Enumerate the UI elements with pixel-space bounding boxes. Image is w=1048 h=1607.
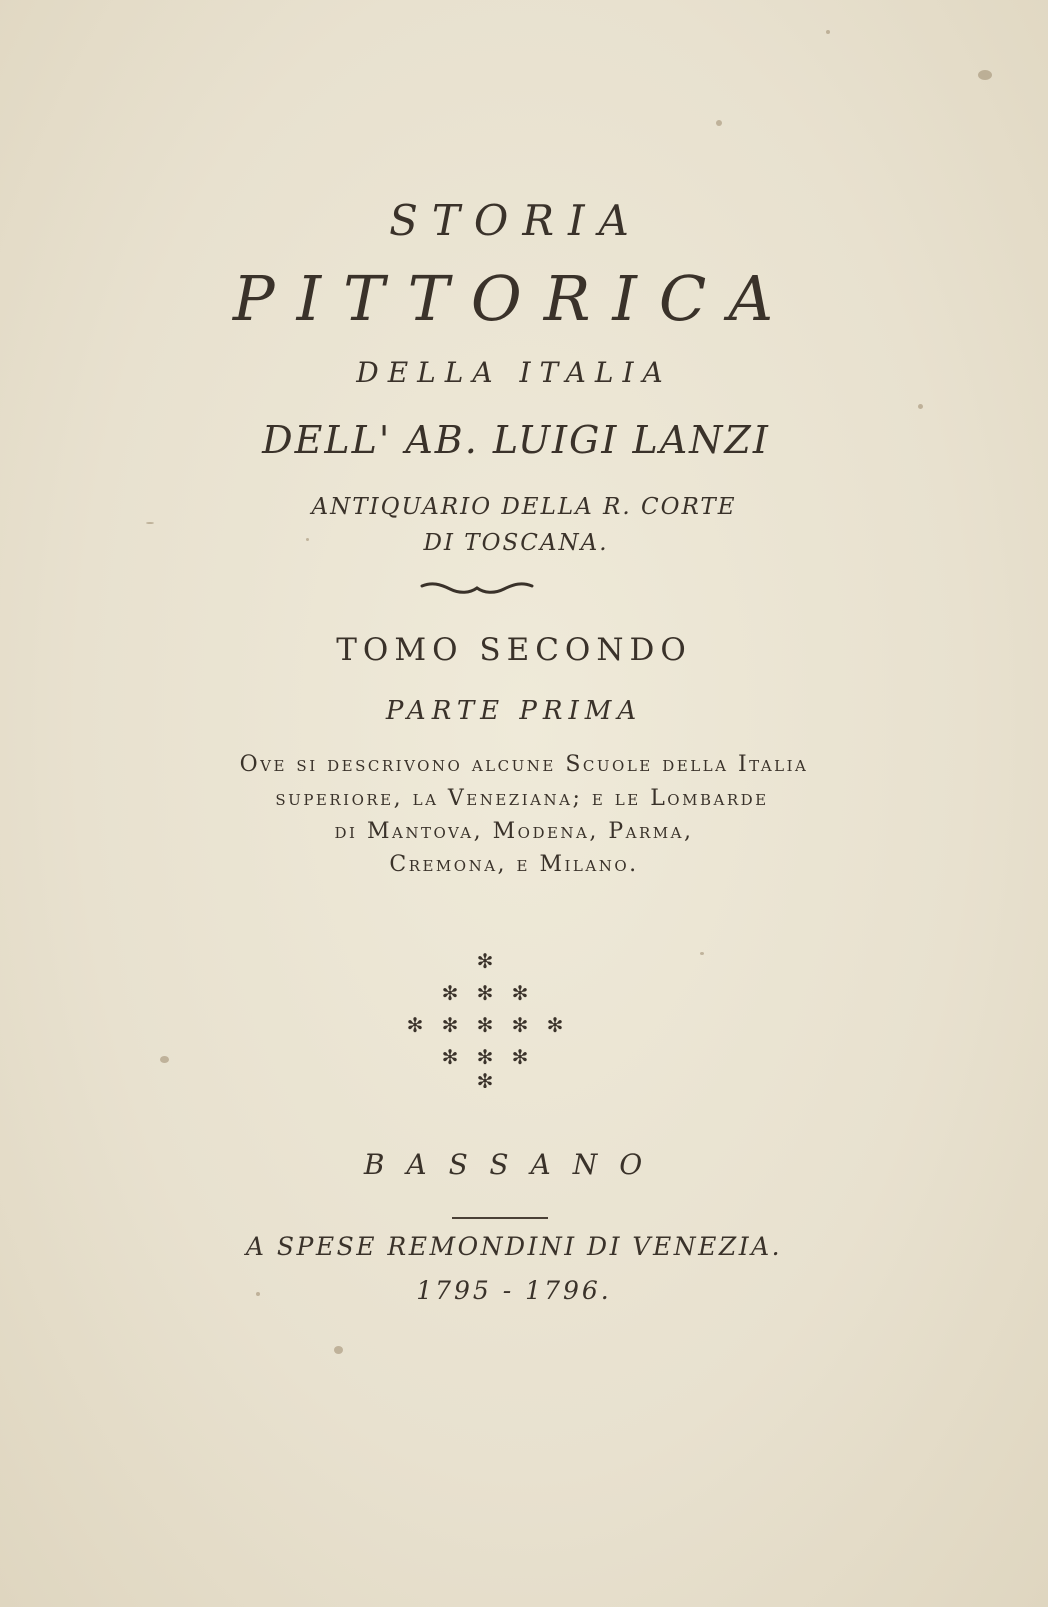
affiliation-line-1: ANTIQUARIO DELLA R. CORTE	[311, 494, 737, 520]
title-line-1: STORIA	[389, 196, 643, 245]
description-line-4: Cremona, e Milano.	[389, 852, 639, 877]
date-line: 1795 - 1796.	[416, 1276, 612, 1305]
svg-text:✻: ✻	[476, 981, 494, 1005]
asterisk-diamond-ornament-icon	[400, 950, 570, 1088]
svg-text:✻: ✻	[476, 950, 494, 973]
paper-speck	[700, 952, 704, 955]
affiliation-line-2: DI TOSCANA.	[423, 530, 609, 556]
volume-line: TOMO SECONDO	[336, 632, 692, 668]
svg-text:✻: ✻	[511, 1013, 529, 1037]
description-line-1: Ove si descrivono alcune Scuole della Italia	[239, 752, 809, 777]
svg-text:✻: ✻	[441, 1045, 459, 1069]
svg-text:✻: ✻	[511, 1045, 529, 1069]
publisher-line: A SPESE REMONDINI DI VENEZIA.	[245, 1232, 783, 1261]
author-line: DELL' AB. LUIGI LANZI	[262, 418, 770, 462]
svg-text:✻: ✻	[476, 1045, 494, 1069]
svg-text:✻: ✻	[406, 1013, 424, 1037]
description-line-2: superiore, la Veneziana; e le Lombarde	[275, 786, 769, 811]
divider-rule	[452, 1217, 548, 1219]
place-line: BASSANO	[363, 1148, 665, 1181]
svg-text:✻: ✻	[441, 981, 459, 1005]
svg-text:✻: ✻	[511, 981, 529, 1005]
swash-ornament-icon	[420, 580, 534, 598]
paper-speck	[716, 120, 722, 126]
part-line: PARTE PRIMA	[385, 696, 643, 726]
svg-text:✻: ✻	[476, 1013, 494, 1037]
paper-speck	[334, 1346, 343, 1354]
svg-text:✻: ✻	[476, 1069, 494, 1088]
title-line-3: DELLA ITALIA	[356, 356, 672, 389]
title-line-2: PITTORICA	[232, 262, 796, 335]
paper-speck	[826, 30, 830, 34]
paper-speck	[978, 70, 992, 80]
description-line-3: di Mantova, Modena, Parma,	[334, 819, 694, 844]
svg-text:✻: ✻	[546, 1013, 564, 1037]
paper-speck	[146, 522, 154, 524]
paper-speck	[918, 404, 923, 409]
svg-text:✻: ✻	[441, 1013, 459, 1037]
paper-speck	[160, 1056, 169, 1063]
